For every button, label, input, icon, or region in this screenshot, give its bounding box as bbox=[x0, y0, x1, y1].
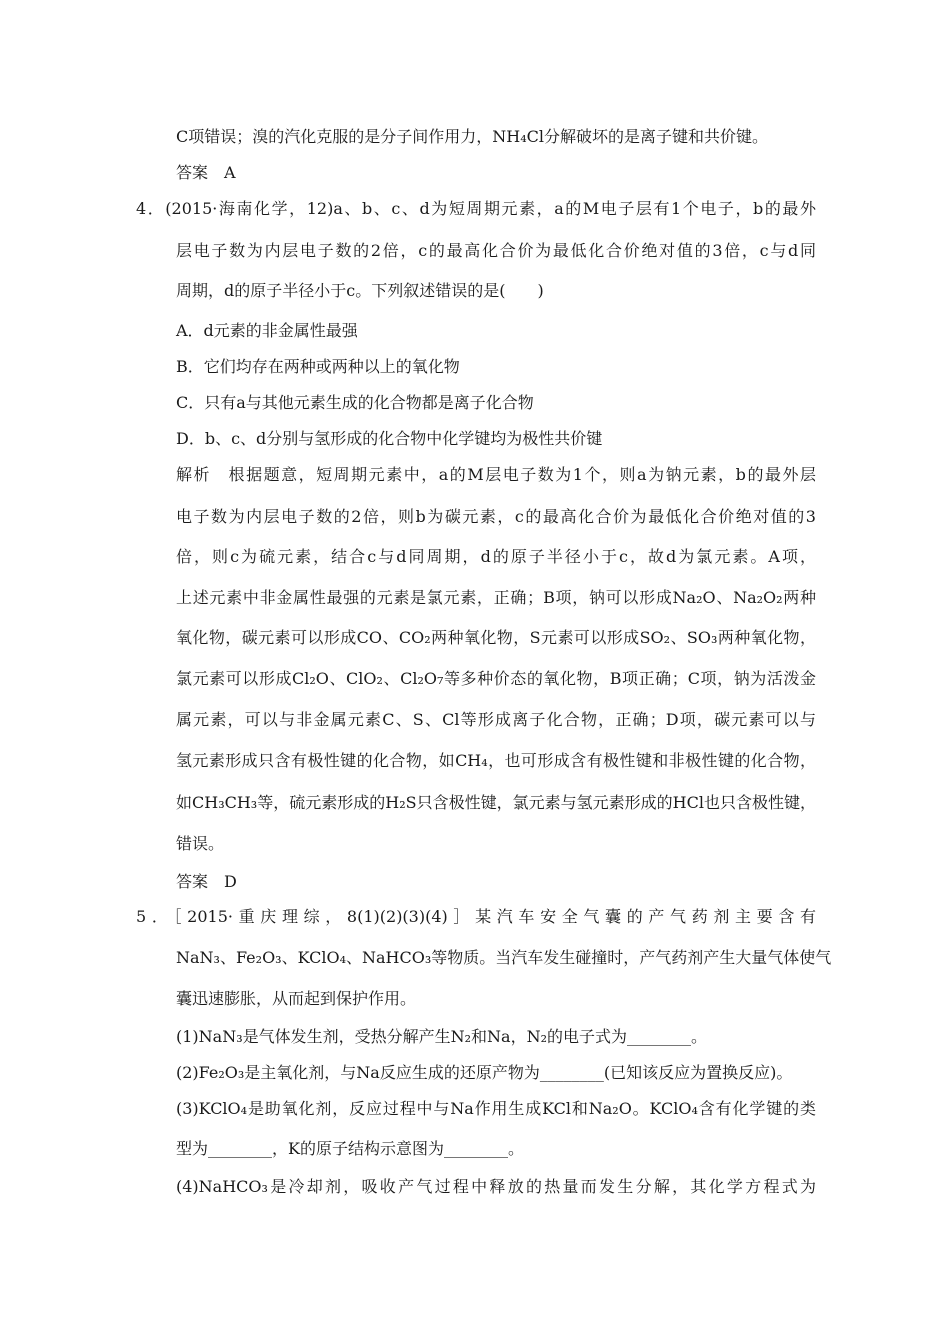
answer-line: 答案 A bbox=[176, 163, 236, 182]
question-line: NaN₃、Fe₂O₃、KClO₄、NaHCO₃等物质。当汽车发生碰撞时，产气药剂产生大量气体使气 bbox=[176, 948, 832, 967]
text-line: C项错误；溴的汽化克服的是分子间作用力，NH₄Cl分解破坏的是离子键和共价键。 bbox=[176, 127, 768, 146]
question-line: 4．(2015·海南化学，12)a、b、c、d为短周期元素，a的M电子层有1个电子，b的最外 bbox=[136, 199, 816, 218]
option-d: D．b、c、d分别与氢形成的化合物中化学键均为极性共价键 bbox=[176, 429, 603, 448]
analysis-line: 错误。 bbox=[176, 834, 225, 853]
question-line: 层电子数为内层电子数的2倍，c的最高化合价为最低化合价绝对值的3倍，c与d同 bbox=[176, 241, 816, 260]
question-line: 周期，d的原子半径小于c。下列叙述错误的是( ) bbox=[176, 281, 544, 300]
question-line: 囊迅速膨胀，从而起到保护作用。 bbox=[176, 989, 417, 1008]
analysis-line: 倍，则c为硫元素，结合c与d同周期，d的原子半径小于c，故d为氯元素。A项， bbox=[176, 547, 816, 566]
option-a: A．d元素的非金属性最强 bbox=[176, 321, 358, 340]
analysis-line: 属元素，可以与非金属元素C、S、Cl等形成离子化合物，正确；D项，碳元素可以与 bbox=[176, 710, 816, 729]
analysis-line: 氧化物，碳元素可以形成CO、CO₂两种氧化物，S元素可以形成SO₂、SO₃两种氧化物， bbox=[176, 628, 816, 647]
question-line: 5．［2015·重庆理综，8(1)(2)(3)(4)］某汽车安全气囊的产气药剂主要含有 bbox=[136, 907, 816, 926]
answer-line: 答案 D bbox=[176, 872, 237, 891]
sub-question: (3)KClO₄是助氧化剂，反应过程中与Na作用生成KCl和Na₂O。KClO₄含有化学键的类 bbox=[176, 1099, 816, 1118]
analysis-line: 氯元素可以形成Cl₂O、ClO₂、Cl₂O₇等多种价态的氧化物，B项正确；C项，钠为活泼金 bbox=[176, 669, 816, 688]
option-c: C．只有a与其他元素生成的化合物都是离子化合物 bbox=[176, 393, 534, 412]
sub-question: 型为________，K的原子结构示意图为________。 bbox=[176, 1139, 524, 1158]
analysis-line: 电子数为内层电子数的2倍，则b为碳元素，c的最高化合价为最低化合价绝对值的3 bbox=[176, 507, 816, 526]
analysis-line: 氢元素形成只含有极性键的化合物，如CH₄，也可形成含有极性键和非极性键的化合物， bbox=[176, 751, 816, 770]
option-b: B．它们均存在两种或两种以上的氧化物 bbox=[176, 357, 460, 376]
analysis-line: 解析 根据题意，短周期元素中，a的M层电子数为1个，则a为钠元素，b的最外层 bbox=[176, 465, 816, 484]
sub-question: (1)NaN₃是气体发生剂，受热分解产生N₂和Na，N₂的电子式为________。 bbox=[176, 1027, 707, 1046]
sub-question: (2)Fe₂O₃是主氧化剂，与Na反应生成的还原产物为________(已知该反应为置换反应)。 bbox=[176, 1063, 793, 1082]
analysis-line: 上述元素中非金属性最强的元素是氯元素，正确；B项，钠可以形成Na₂O、Na₂O₂两种 bbox=[176, 588, 816, 607]
analysis-line: 如CH₃CH₃等，硫元素形成的H₂S只含极性键，氯元素与氢元素形成的HCl也只含极性键， bbox=[176, 793, 816, 812]
sub-question: (4)NaHCO₃是冷却剂，吸收产气过程中释放的热量而发生分解，其化学方程式为 bbox=[176, 1177, 816, 1196]
